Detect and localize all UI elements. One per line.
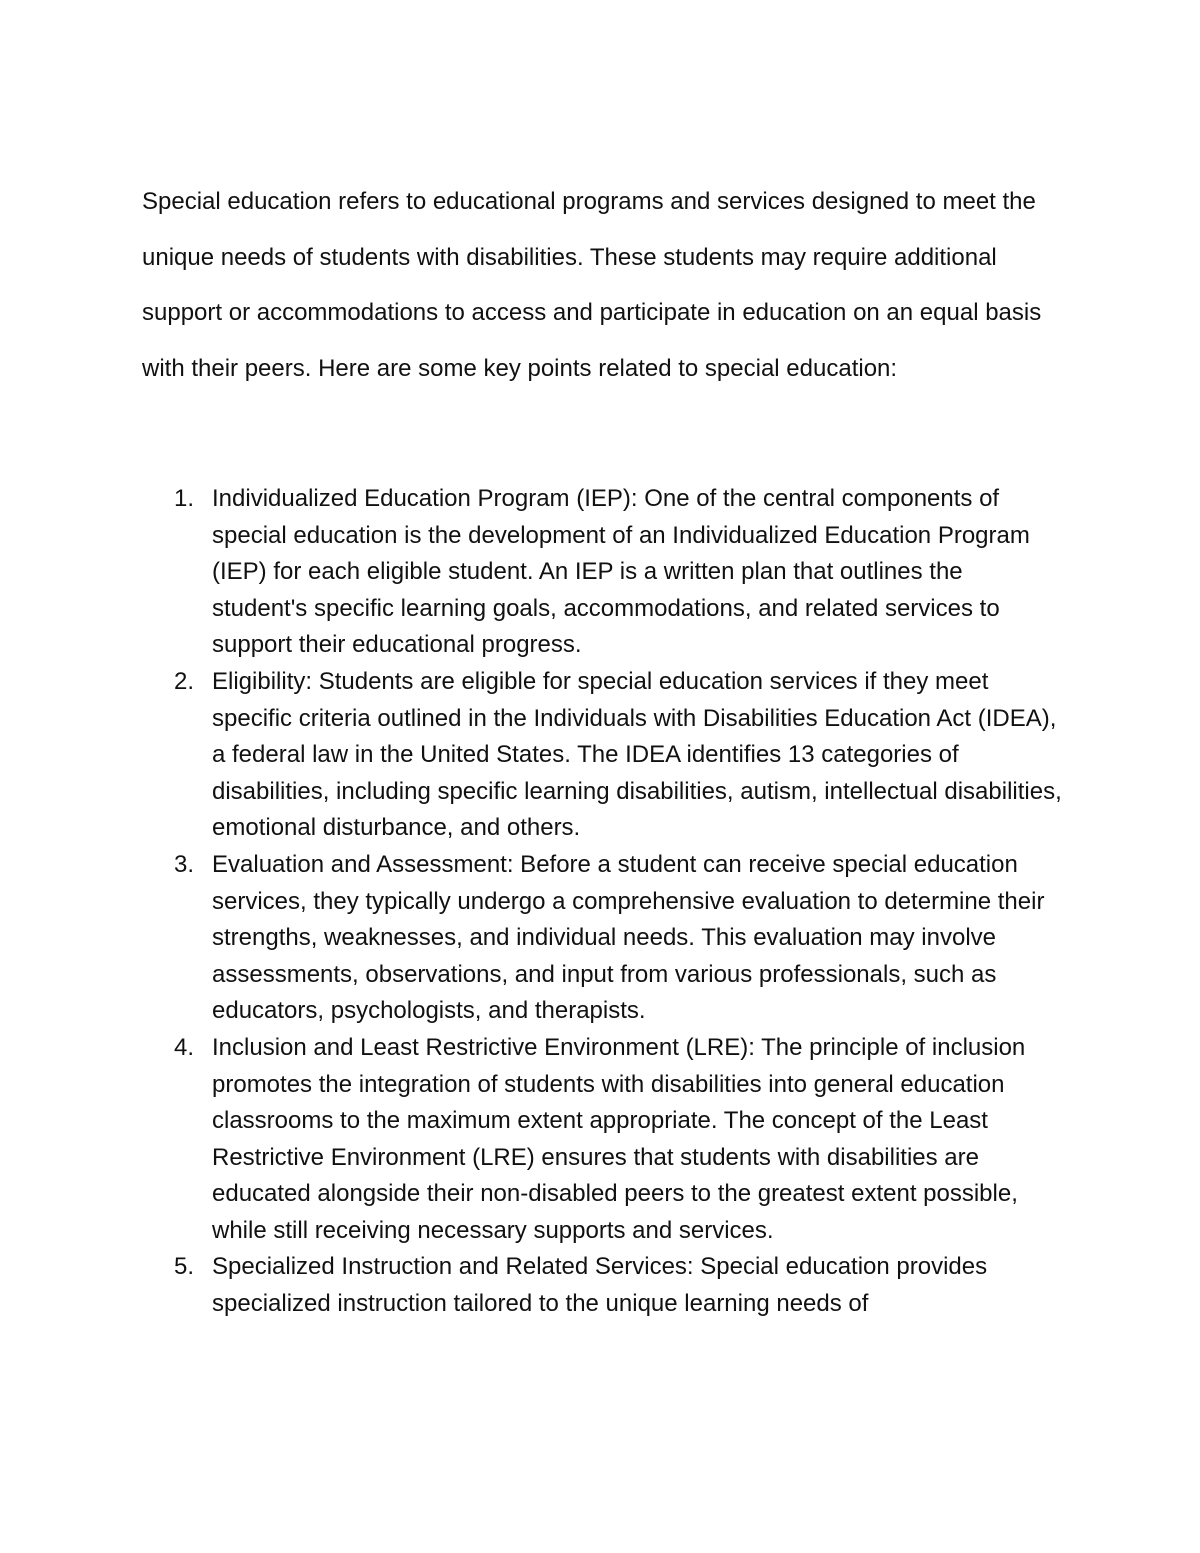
intro-paragraph: Special education refers to educational programs and services designed to meet the unique needs of students with disabilities. These students may require additional support or accommodations to access and participate in education on an equal basis with their peers. Here are some key points related to special education: xyxy=(142,188,1042,382)
list-item-number: 4. xyxy=(174,1033,195,1061)
list-item xyxy=(142,1030,1062,1250)
list-item-text: Individualized Education Program (IEP): One of the central components of special education is the development of an Individualized Education Program (IEP) for each eligible student. An IEP is a written plan that outlines the student's specific learning goals, accommodations, and related services to support their educational progress. xyxy=(212,485,1030,659)
list-item xyxy=(142,847,1062,1030)
key-points-list xyxy=(142,481,1062,1323)
list-item xyxy=(142,481,1062,664)
list-item-number: 5. xyxy=(174,1253,195,1281)
list-item-number: 3. xyxy=(174,850,195,878)
list-item-text: Inclusion and Least Restrictive Environment (LRE): The principle of inclusion promotes the integration of students with disabilities into general education classrooms to the maximum extent appropriate. The concept of the Least Restrictive Environment (LRE) ensures that students with disabilities are educated alongside their non-disabled peers to the greatest extent possible, while still receiving necessary supports and services. xyxy=(212,1033,1026,1244)
list-item xyxy=(142,1249,1062,1322)
list-item-text: Evaluation and Assessment: Before a student can receive special education services, they typically undergo a comprehensive evaluation to determine their strengths, weaknesses, and individual needs. This evaluation may involve assessments, observations, and input from various professionals, such as educators, psychologists, and therapists. xyxy=(212,850,1045,1025)
list-item-number: 2. xyxy=(174,667,195,695)
list-item-text: Specialized Instruction and Related Services: Special education provides specialized instruction tailored to the unique learning needs of xyxy=(212,1253,988,1318)
list-item-text: Eligibility: Students are eligible for special education services if they meet specific criteria outlined in the Individuals with Disabilities Education Act (IDEA), a federal law in the United States. The IDEA identifies 13 categories of disabilities, including specific learning disabilities, autism, intellectual disabilities, emotional disturbance, and others. xyxy=(212,667,1062,842)
list-item-number: 1. xyxy=(174,485,195,512)
list-item xyxy=(142,664,1062,847)
